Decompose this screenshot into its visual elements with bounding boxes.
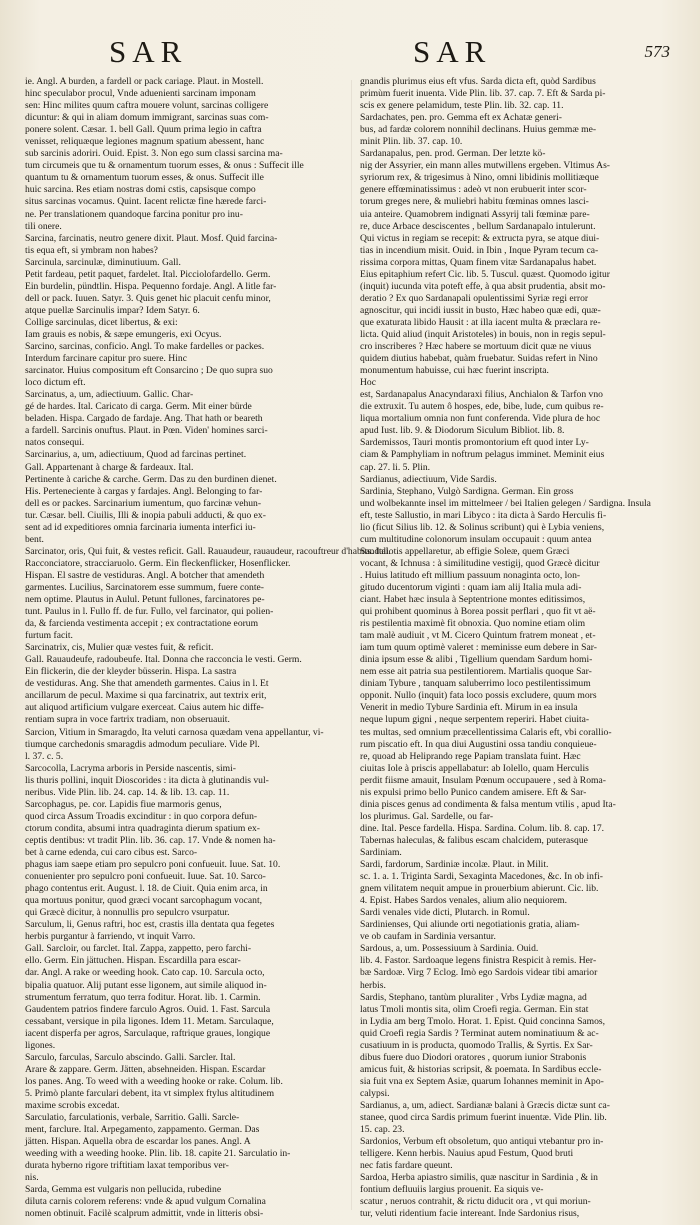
text-line: sent ad id expeditiores omnia farcinaria iumenta interfici iu- [25,521,256,533]
text-line: dine. Ital. Pesce fardella. Hispa. Sardina. Colum. lib. 8. cap. 17. [360,822,605,834]
page-header [24,34,676,69]
text-line: los plurimus. Gal. Sardelle, ou far- [360,810,494,822]
text-line: sarcinator. Huius compositum eft Consarcino ; De quo supra suo [25,365,273,377]
text-line: aut aliquod artificium vulgare exerceat. Caius autem hic diffe- [25,702,264,714]
text-line: und wolbekannte insel im mittelmeer / bei Italien gelegen / Sardigna. Insula [360,497,651,509]
text-line: Iam grauis es nobis, & sæpe emungeris, exi Ocyus. [25,328,222,340]
text-line: dell es or packes. Sarcinarium iumentum, quo farcinæ vehun- [25,497,262,509]
text-line: perdit fiisme amauit, Insulam Pœnum occupauere , sed à Roma- [360,774,606,786]
text-line: herbis. [360,979,386,991]
text-line: Sarculo, farculas, Sarculo abscindo. Galli. Sarcler. Ital. [25,1051,236,1063]
text-line: fontium defluuiis largius prouenit. Ea siquis ve- [360,1184,544,1196]
text-line: quod circa Assum Troadis excinditur : in quo corpora defun- [25,810,258,822]
text-line: atque puellæ Sarcinulis impar? Idem Satyr. 6. [25,304,200,316]
text-line: neribus. Vide Plin. lib. 24. cap. 14. & lib. 13. cap. 11. [25,786,230,798]
text-line: weeding with a weeding hooke. Plin. lib. 18. capite 21. Sarculatio in- [25,1148,291,1160]
text-line: dinia pisces genus ad condimenta & falsa mentum vtilis , apud Ita- [360,798,616,810]
text-line: Sarcinatrix, cis, Mulier quæ vestes fuit, & reficit. [25,642,214,654]
text-line: furtum facit. [25,630,73,642]
text-line: cessabant, versique in pila ligones. Idem 11. Metam. Sarculaque, [25,1015,274,1027]
text-line: tam malè audiuit , vt M. Cicero Quintum fratrem moneat , et- [360,630,596,642]
text-line: syriorum rex, & trigesimus à Nino, omni libidinis mollitiæque [360,172,599,184]
text-line: beladen. Hispa. Cargado de fardaje. Ang. That hath or beareth [25,413,263,425]
text-line: monumentum habuisse, cui hæc fuerint inscripta. [360,365,549,377]
text-line: tur. Cæsar. bell. Ciuilis, Illi & inopia pabuli adducti, & quo ex- [25,509,266,521]
text-line: quantum tu & ornamentum tuorum esses, & onus. Suffecit ille [25,172,264,184]
text-line: Gall. Sarcloir, ou farclet. Ital. Zappa, zappetto, pero farchi- [25,943,252,955]
text-line: bet à carne edenda, cui caro cibus est. Sarco- [25,847,198,858]
text-line: Sarcinator, oris, Qui fuit, & vestes reficit. Gall. Rauaudeur, rauaudeur, racouftreur d'habits. Ital. [25,545,391,557]
text-line: tum circumeis que tu & ornamentum tuorum esses, & onus : Suffecit ille [25,160,304,172]
text-line: genere effœminatissimus : adeò vt non erubuerit inter scor- [360,184,587,196]
text-line: uia anteire. Quamobrem indignati Assyrij tali fœminæ pare- [360,208,590,220]
text-line: ve ob caufam in Sardinia versantur. [360,931,496,943]
text-line: neque lupum gigni , neque serpentem reperiri. Habet ciuita- [360,714,590,726]
text-line: qua mortuus ponitur, quod græci vocant sarcophagum vocant, [25,895,263,907]
text-line: Sardianus, a, um, adiect. Sardianæ balani à Græcis dictæ sunt ca- [360,1099,610,1111]
text-line: Petit fardeau, petit paquet, fardelet. Ital. Picciolofardello. Germ. [25,268,271,280]
text-line: strumentum ferratum, quo terra foditur. Horat. lib. 1. Carmin. [25,991,261,1003]
text-line: Hispan. El sastre de vestiduras. Angl. A botcher that amendeth [25,569,265,581]
text-line: ne. Per translationem quandoque farcina ponitur pro inu- [25,208,243,220]
text-line: Collige sarcinulas, dicet libertus, & exi: [25,316,178,328]
text-line: Sarcinarius, a, um, adiectiuum, Quod ad farcinas pertinet. [25,449,247,461]
text-line: Racconciatore, stracciaruolo. Germ. Ein fleckenflicker, Hosenflicker. [25,557,291,569]
text-line: Sarcophagus, pe. cor. Lapidis fiue marmoris genus, [25,798,222,810]
text-line: Sarcocolla, Lacryma arboris in Perside nascentis, simi- [25,762,236,774]
text-line: lib. 4. Fastor. Sardoaque legens finistra Respicit à remis. Her- [360,955,597,967]
text-line: rentiam supra in voce fartrix tradiam, non obseruauit. [25,714,230,726]
text-line: re, duce Arbace desciscentes , bellum Sardanapalo intulerunt. [360,220,596,232]
text-line: Sarculatio, farculationis, verbale, Sarritio. Galli. Sarcle- [25,1112,240,1124]
text-line: Sardianus, adiectiuum, Vide Sardis. [360,473,497,485]
right-text-column [360,76,678,1220]
text-line: vocant, & Ichnusa : à similitudine vestigij, quod Græcè dicitur [360,557,600,569]
text-line: ancillarum de pecul. Maxime si qua farcinatrix, aut textrix erit, [25,690,267,702]
text-line: loco dictum eft. [25,377,86,389]
text-line: quidem diutius habebat, quàm fruebatur. Suidas refert in Nino [360,353,598,365]
text-line: cap. 27. li. 5. Plin. [360,461,431,473]
text-line: tes multas, sed omnium præcellentissima Calaris eft, vbi corallio- [360,726,612,738]
text-line: Gall. Rauaudeufe, radoubeufe. Ital. Donna che racconcia le vesti. Germ. [25,654,302,666]
text-line: ciant. Habet hæc insula à Septentrione montes editissimos, [360,594,586,606]
text-line: tur, veluti ridentium facie intereant. Inde Sardonius risus, [360,1208,580,1220]
text-line: sc. 1. a. 1. Triginta Sardi, Sexaginta Macedones, &c. In ob infi- [360,871,604,883]
running-head-left: SAR [109,34,188,69]
text-line: quid Croefi regia Sardis ? Terminat autem nominatiuum & ac- [360,1027,599,1039]
text-line: ciuitas Iole à priscis appellabatur: ab Iolello, quam Herculis [360,762,589,774]
text-line: Sardanapalus, pen. prod. German. Der letzte kö- [360,148,546,160]
text-line: die extruxit. Tu autem ô hospes, ede, bibe, lude, cum quibus re- [360,401,604,413]
text-line: apud Iust. lib. 9. & Diodorum Siculum Bibliot. lib. 8. [360,425,565,437]
text-line: Ein flickerin, die der kleyder büsserin. Hispa. La sastra [25,666,237,678]
text-line: herbis purgantur à farriendo, vt inquit Varro. [25,931,196,943]
text-line: Sardi venales vide dicti, Plutarch. in Romul. [360,907,530,919]
text-line: Hoc [360,377,376,389]
text-line: calypsi. [360,1087,390,1099]
text-line: cum multitudine colonorum insulam occupauit : quum antea [360,533,592,545]
text-line: Eius epitaphium refert Cic. lib. 5. Tuscul. quæst. Quomodo igitur [360,268,610,280]
text-line: Ein burdelin, pündtlin. Hispa. Pequenno fordaje. Angl. A litle far- [25,280,277,292]
text-line: Arare & zappare. Germ. Jätten, absehneiden. Hispan. Escardar [25,1063,266,1075]
text-line: ie. Angl. A burden, a fardell or pack cariage. Plaut. in Mostell. [25,76,264,87]
text-line: gé de hardes. Ital. Caricato di carga. Germ. Mit einer bürde [25,401,252,413]
text-line: venisset, reliquæque legiones magnum spatium abessent, hanc [25,136,265,148]
text-line: tis equa eft, si ymbram non habes? [25,244,158,256]
text-line: sia fuit vna ex Septem Asiæ, quarum Iohannes meminit in Apo- [360,1075,604,1087]
text-line: jätten. Hispan. Aquella obra de escardar los panes. Angl. A [25,1136,251,1148]
text-line: nig der Assyrier, ein mann alles mutwillens ergeben. Vltimus As- [360,160,610,172]
text-line: ceptis dentibus: vt tradit Plin. lib. 36. cap. 17. Vnde & nomen ha- [25,834,276,846]
text-line: bent. [25,533,44,545]
text-line: 15. cap. 23. [360,1124,405,1136]
text-line: de vestiduras. Ang. She that amendeth garmentes. Caius in l. Et [25,678,269,690]
text-line: primùm fuerit inuenta. Vide Plin. lib. 37. cap. 7. Eft & Sarda pi- [360,88,606,100]
text-line: bipalia quatuor. Alij putant esse ligonem, aut simile aliquod in- [25,979,267,991]
text-line: sub sarcinis adoriri. Ouid. Epist. 3. Non ego sum classi sarcina ma- [25,148,283,160]
text-line: dibus fuere duo Diodori oratores , quorum iunior Strabonis [360,1051,587,1063]
text-line: huic sarcina. Res etiam nostras domi cstis, capsisque compo [25,184,256,196]
text-line: deratio ? Ex quo Sardanapali opulentissimi Syriæ regi error [360,292,589,304]
text-line: liqua mortalium omnia non funt conferenda. Vide plura de hoc [360,413,601,425]
text-line: minit Plin. lib. 37. cap. 10. [360,136,463,148]
text-line: Sardemissos, Tauri montis promontorium eft quod inter Ly- [360,437,589,449]
text-line: dar. Angl. A rake or weeding hook. Cato cap. 10. Sarcula octo, [25,967,265,979]
text-line: maxime scrobis excedat. [25,1099,120,1111]
text-line: a fardell. Sarcinis onuftus. Plaut. in Pœn. Viden' homines sarci- [25,425,268,437]
text-line: dicuntur: & qui in aliam domum immigrant, sarcinas suas com- [25,112,269,124]
text-line: cro inscriberes ? Hæc habere se mortuum dicit quæ ne viuus [360,341,592,353]
text-line: ris pestilentia maximè fit obnoxia. Quo nomine etiam olim [360,618,586,630]
text-line: Pertinente à cariche & carche. Germ. Das zu den burdinen dienet. [25,473,277,485]
text-line: telligere. Kenn herbis. Nauius apud Festum, Quod bruti [360,1148,574,1160]
text-line: natos consequi. [25,437,85,449]
text-line: Sarcino, sarcinas, conficio. Angl. To make fardelles or packes. [25,341,265,353]
text-line: Sarculum, li, Genus raftri, hoc est, crastis illa dentata qua fegetes [25,919,275,931]
text-line: da, & farcienda vestimenta accepit ; ex contractatione eorum [25,618,259,630]
page-number: 573 [644,42,670,61]
text-line: ponere solent. Cæsar. 1. bell Gall. Quum prima legio in caftra [25,124,262,136]
text-line: tili onere. [25,220,62,232]
text-line: tunt. Paulus in l. Fullo ff. de fur. Fullo, vel farcinator, qui polien- [25,606,274,618]
text-line: amicus fuit, & historias scripsit, & poemata. In Sardibus eccle- [360,1063,602,1075]
text-line: dell or pack. Iuuen. Satyr. 3. Quis genet hic placuit cenfu minor, [25,292,271,304]
text-line: gitudo ducentorum viginti : quam iam alij Italia mula adi- [360,581,582,593]
text-line: Tabernas haleculas, & falibus escam chalcidem, puterasque [360,834,588,846]
text-line: Sarcinula, sarcinulæ, diminutiuum. Gall. [25,256,181,268]
text-line: stanee, quod circa Sardis primum fuerint inuentæ. Vide Plin. lib. [360,1112,607,1124]
text-line: dinia ipsum esse & alibi , Tigellium quendam Sardum homi- [360,654,593,666]
text-line: gnem vilitatem nequit ampue in prouerbium abierunt. Cic. lib. [360,883,599,895]
text-line: bæ Sardoæ. Virg 7 Eclog. Imò ego Sardois videar tibi amarior [360,967,598,979]
text-line: opponit. Nullo (inquit) fata loco possis excludere, quum mors [360,690,597,702]
text-line: 4. Epist. Habes Sardos venales, alium alio nequiorem. [360,895,568,907]
text-line: Sarcina, farcinatis, neutro genere dixit. Plaut. Mosf. Quid farcina- [25,232,278,244]
text-line: nec fatis fardare queunt. [360,1160,453,1172]
running-head-right: SAR [413,34,492,69]
text-line: ment, farclure. Ital. Arpegamento, zappamento. German. Das [25,1124,260,1136]
text-line: sen: Hinc milites quum caftra mouere volunt, sarcinas colligere [25,100,269,112]
text-line: est, Sardanapalus Anacyndaraxi filius, Anchialon & Tarfon vno [360,389,603,401]
text-line: phagus iam saepe etiam pro sepulcro poni confueuit. Iuue. Sat. 10. [25,859,281,871]
text-line: iam tum quum optimè valeret : meminisse eum debere in Sar- [360,642,597,654]
text-line: que exaturata libido Hausit : at illa iacent multa & præclara re- [360,316,601,328]
text-line: situs sarcinas vocamus. Quint. Iacent relictæ fine hærede farci- [25,196,267,208]
text-line: ctorum condita, absumi intra quadraginta dierum spatium ex- [25,822,260,834]
text-line: iacent disperfa per agros, Sarculaque, raftrique graues, longique [25,1027,271,1039]
text-line: diniam Tybure , tanquam saluberrimo loco pestilentissimum [360,678,591,690]
text-line: Sardachates, pen. pro. Gemma eft ex Achatæ generi- [360,112,562,124]
text-line: diluta carnis colorem referens: vnde & apud vulgum Cornalina [25,1196,266,1208]
text-line: Sardis, Stephano, tantùm pluraliter , Vrbs Lydiæ magna, ad [360,991,587,1003]
text-line: Qui victus in regiam se recepit: & extructa pyra, se atque diui- [360,232,600,244]
text-line: Gaudentem patrios findere farculo Agros. Ouid. 1. Fast. Sarcula [25,1003,271,1015]
text-line: Interdum farcinare capitur pro suere. Hinc [25,353,187,365]
text-line: garmentes. Lucilius, Sarcinatorem esse summum, fuere conte- [25,581,264,593]
text-line: agnoscitur, qui incidi iussit in busto, Hæc habeo quæ edi, quæ- [360,304,601,316]
text-line: Sarcion, Vitium in Smaragdo, Ita veluti carnosa quædam vena appellantur, vi- [25,726,324,738]
text-line: phago contentus erit. August. l. 18. de Ciuit. Quia enim arca, in [25,883,268,895]
text-line: rissima corpora mittas, Quam finem vitæ Sardanapalus habet. [360,256,597,268]
text-line: Sarcinatus, a, um, adiectiuum. Gallic. Char- [25,389,194,401]
text-line: nis expulsi primo bello Punico candem amisere. Eft & Sar- [360,786,587,798]
text-line: (inquit) iucunda vita poteft effe, à qua absit prudentia, absit mo- [360,280,606,292]
text-line: tiumque carchedonis smaragdis admodum peculiare. Vide Pl. [25,738,260,750]
text-line: nis. [25,1172,39,1184]
text-line: nomen obtinuit. Facilè scalprum admittit, vnde in litteris obsi- [25,1208,264,1220]
text-line: gnandis plurimus eius eft vfus. Sarda dicta eft, quòd Sardibus [360,76,596,87]
text-line: 5. Primò plante farculari debent, ita vt simplex ftylus altitudinem [25,1087,275,1099]
text-line: ello. Germ. Ein jättuchen. Hispan. Escardilla para escar- [25,955,241,967]
text-line: lio (ficut Silius lib. 12. & Solinus scribunt) qui è Lybia veniens, [360,521,605,533]
text-line: nem esse ait patria sua pestilentiorem. Martialis quoque Sar- [360,666,592,678]
text-line: Sardi, fardorum, Sardiniæ incolæ. Plaut. in Milit. [360,859,549,871]
text-line: Sardinienses, Qui aliunde orti negotiationis gratia, aliam- [360,919,580,931]
text-line: Sandaliotis appellaretur, ab effigie Soleæ, quem Græci [360,545,570,557]
text-line: durata hyberno rigore triftitiam laxat temporibus ver- [25,1160,229,1172]
text-line: qui prohibent quominus à Borea possit perflari , quo fit vt aë- [360,606,596,618]
text-line: Sardous, a, um. Possessiuum à Sardinia. Ouid. [360,943,539,955]
text-line: tias in incendium misit. Ouid. in Ibin , Inque Pyram tecum ca- [360,244,599,256]
text-line: Sarda, Gemma est vulgaris non pellucida, rubedine [25,1184,222,1196]
text-line: qui Græcè dicitur, à nonnullis pro sepulcro vsurpatur. [25,907,230,919]
text-line: ciam & Pamphyliam in noftrum pelagus imminet. Meminit eius [360,449,605,461]
text-line: Sardoa, Herba apiastro similis, quæ nascitur in Sardinia , & in [360,1172,598,1184]
text-line: scis ex genere pelamidum, teste Plin. lib. 32. cap. 11. [360,100,564,112]
text-line: lis thuris pollini, inquit Dioscorides : ita dicta à glutinandis vul- [25,774,269,786]
text-line: hinc speculabor procul, Vnde aduenienti sarcinam imponam [25,88,256,100]
text-line: Sardiniam. [360,847,402,858]
text-line: eft, teste Sallustio, in mari Libyco : ita dicta à Sardo Herculis fi- [360,509,607,521]
text-line: Sardinia, Stephano, Vulgò Sardigna. German. Ein gross [360,485,574,497]
text-line: rum piscatio eft. In qua diui Augustini ossa tandiu conquieue- [360,738,597,750]
text-line: Gall. Appartenant à charge & fardeaux. Ital. [25,461,194,473]
text-line: latus Tmoli montis sita, olim Croefi regia. German. Ein stat [360,1003,589,1015]
text-line: torum greges nere, & muliebri habitu fœminas omnes lasci- [360,196,589,208]
text-line: scatur , neruos contrahit, & rictu diducit ora , vt qui moriun- [360,1196,591,1208]
text-line: Sardonios, Verbum eft obsoletum, quo antiqui vtebantur pro in- [360,1136,604,1148]
text-line: His. Perteneciente à cargas y fardajes. Angl. Belonging to far- [25,485,263,497]
text-line: . Huius latitudo eft millium passuum nonaginta octo, lon- [360,569,581,581]
text-line: los panes. Ang. To weed with a weeding hooke or rake. Colum. lib. [25,1075,283,1087]
text-line: in Lydia am berg Tmolo. Horat. 1. Epist. Quid concinna Samos, [360,1015,606,1027]
text-line: re, quoad ab Heliprando rege Papiam translata fuint. Hæc [360,750,581,762]
text-line: l. 37. c. 5. [25,750,64,762]
text-line: ligones. [25,1039,56,1051]
text-line: conuenienter pro sepulcro poni confueuit. Iuue. Sat. 10. Sarco- [25,871,266,883]
column-divider [351,80,352,1210]
text-line: bus, ad fardæ colorem nonnihil declinans. Huius gemmæ me- [360,124,597,136]
text-line: licta. Quid aliud (inquit Aristoteles) in bouis, non in regis sepul- [360,328,606,340]
text-line: nem optime. Plautus in Aulul. Petunt fullones, farcinatores pe- [25,594,265,606]
text-line: cusatiuum in is producta, quomodo Trallis, & Syrtis. Ex Sar- [360,1039,593,1051]
text-line: Venerit in medio Tybure Sardinia eft. Mirum in ea insula [360,702,578,714]
